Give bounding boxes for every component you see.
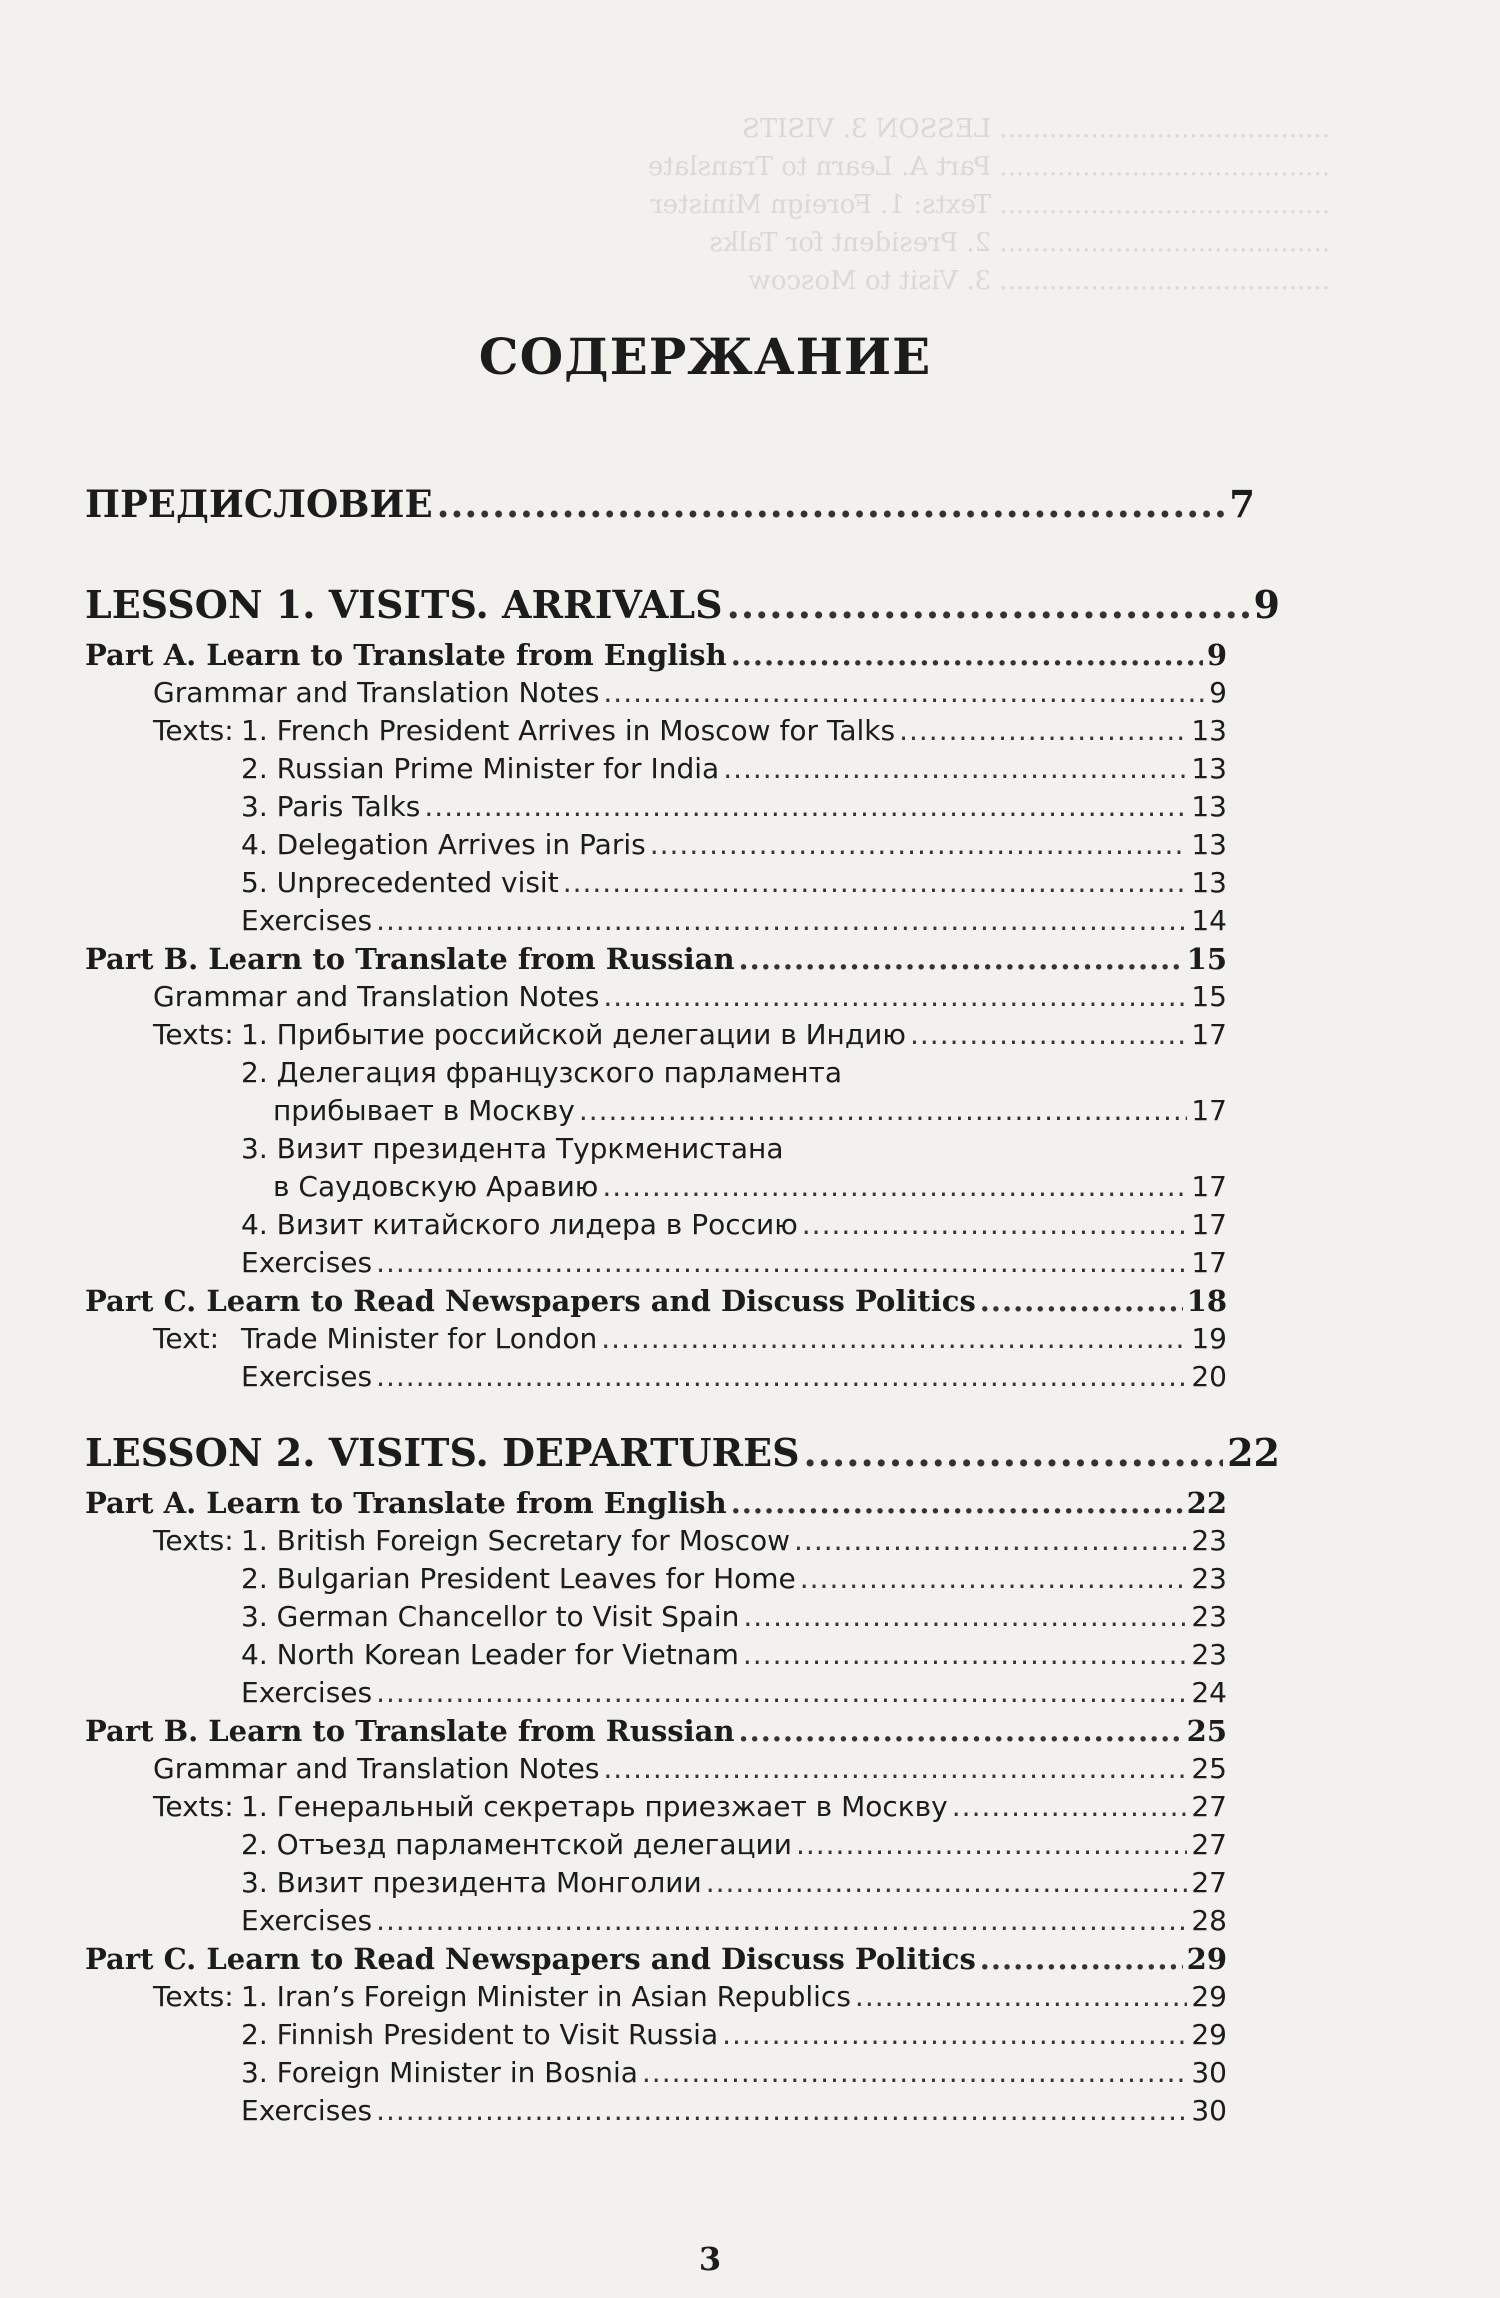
toc-leader-dots: [980, 1284, 1183, 1318]
toc-entry-text-item: [241, 1828, 1227, 1861]
toc-entry-text-item: [241, 866, 1227, 899]
toc-entry-page: 7: [1229, 482, 1255, 526]
toc-texts-prefix: Texts:: [153, 1980, 234, 2013]
toc-entry-page: 9: [1209, 676, 1227, 709]
toc-leader-dots: [910, 1018, 1187, 1051]
toc-entry-page: 27: [1191, 1828, 1227, 1861]
toc-entry-title: 1. Генеральный секретарь приезжает в Москву: [241, 1790, 948, 1823]
toc-entry-text-item: [153, 1980, 1227, 2013]
toc-entry-exercises: [241, 1676, 1227, 1709]
toc-entry-continuation: прибывает в Москву: [273, 1094, 575, 1127]
toc-leader-dots: [802, 1208, 1188, 1241]
toc-entry-continuation: в Саудовскую Аравию: [273, 1170, 599, 1203]
toc-leader-dots: [739, 1714, 1183, 1748]
toc-leader-dots: [796, 1828, 1187, 1861]
toc-entry-text: 4. North Korean Leader for Vietnam: [241, 1638, 739, 1671]
toc-leader-dots: [437, 482, 1226, 526]
toc-entry-text: Exercises: [241, 1246, 373, 1279]
toc-texts-prefix: Texts:: [153, 1018, 234, 1051]
toc-leader-dots: [855, 1980, 1187, 2013]
toc-entry-part: [85, 1284, 1227, 1318]
toc-entry-page: 20: [1191, 1360, 1227, 1393]
toc-entry-text: [153, 1322, 597, 1355]
toc-texts-prefix: Text:: [153, 1322, 220, 1355]
toc-entry-page: 17: [1191, 1018, 1227, 1051]
toc-entry-text: Exercises: [241, 2094, 373, 2127]
toc-entry-text-item: [273, 1170, 1227, 1203]
toc-entry-text: Part B. Learn to Translate from Russian: [85, 942, 735, 976]
toc-entry-page: 30: [1191, 2056, 1227, 2089]
toc-leader-dots: [794, 1524, 1187, 1557]
toc-entry-page: 15: [1191, 980, 1227, 1013]
toc-leader-dots: [722, 2018, 1187, 2051]
toc-entry-page: 28: [1191, 1904, 1227, 1937]
toc-leader-dots: [376, 1246, 1187, 1279]
toc-entry-page: 17: [1191, 1170, 1227, 1203]
toc-entry-text-item: [241, 1208, 1227, 1241]
toc-entry-text-item: [241, 1600, 1227, 1633]
toc-entry-exercises: [241, 1246, 1227, 1279]
toc-leader-dots: [376, 904, 1187, 937]
toc-leader-dots: [706, 1866, 1188, 1899]
toc-entry-text-item: [241, 2056, 1227, 2089]
toc-leader-dots: [563, 866, 1188, 899]
toc-leader-dots: [743, 1638, 1187, 1671]
toc-entry-text-item: [241, 752, 1227, 785]
toc-entry-text: 2. Russian Prime Minister for India: [241, 752, 720, 785]
toc-entry-page: 18: [1186, 1284, 1227, 1318]
toc-entry-text-item: [153, 1790, 1227, 1823]
bleed-through-text: ........................................ LESSON 3. VISITS ........................................ Part A. Learn to Translate ........................................ Texts: 1. Foreign Minister ........................................ 2. President for Talks ........................................ 3. Visit to Moscow: [647, 114, 1330, 296]
toc-entry-text-item: [241, 828, 1227, 861]
toc-leader-dots: [376, 1676, 1187, 1709]
toc-entry-text: 5. Unprecedented visit: [241, 866, 559, 899]
toc-entry-page: 29: [1191, 1980, 1227, 2013]
toc-entry-text: [153, 1018, 906, 1051]
page-title: СОДЕРЖАНИЕ: [478, 327, 932, 386]
toc-entry-exercises: [241, 1904, 1227, 1937]
toc-entry-page: 23: [1191, 1524, 1227, 1557]
toc-entry-page: 29: [1191, 2018, 1227, 2051]
toc-leader-dots: [650, 828, 1188, 861]
toc-entry-part: [85, 638, 1227, 672]
toc-entry-page: 14: [1191, 904, 1227, 937]
toc-entry-part: [85, 1942, 1227, 1976]
toc-entry-part: [85, 942, 1227, 976]
toc-entry-title: Trade Minister for London: [241, 1322, 598, 1355]
toc-entry-text-item: [241, 2018, 1227, 2051]
toc-leader-dots: [739, 942, 1183, 976]
toc-entry-text: Grammar and Translation Notes: [153, 1752, 600, 1785]
toc-leader-dots: [601, 1322, 1187, 1355]
toc-leader-dots: [804, 1430, 1224, 1475]
toc-entry-lesson: [85, 582, 1280, 627]
toc-entry-page: 22: [1186, 1486, 1227, 1520]
toc-texts-prefix: Texts:: [153, 1524, 234, 1557]
toc-entry-section: [153, 676, 1227, 709]
toc-entry-page: 23: [1191, 1600, 1227, 1633]
toc-entry-text: LESSON 2. VISITS. DEPARTURES: [85, 1430, 800, 1475]
toc-entry-text: 3. German Chancellor to Visit Spain: [241, 1600, 740, 1633]
toc-leader-dots: [899, 714, 1187, 747]
toc-entry-page: 9: [1253, 582, 1280, 627]
page-number: 3: [698, 2240, 722, 2278]
toc-entry-text: Part C. Learn to Read Newspapers and Discuss Politics: [85, 1942, 976, 1976]
toc-entry-text: 2. Bulgarian President Leaves for Home: [241, 1562, 796, 1595]
toc-entry-page: 13: [1191, 790, 1227, 823]
toc-entry-text: 3. Foreign Minister in Bosnia: [241, 2056, 638, 2089]
toc-leader-dots: [980, 1942, 1183, 1976]
toc-entry-text: 3. Визит президента Монголии: [241, 1866, 702, 1899]
toc-entry-page: 27: [1191, 1866, 1227, 1899]
toc-entry-page: 13: [1191, 714, 1227, 747]
toc-entry-page: 13: [1191, 828, 1227, 861]
toc-entry-part: [85, 1486, 1227, 1520]
toc-entry-text: Exercises: [241, 1904, 373, 1937]
toc-entry-title: 1. Iran’s Foreign Minister in Asian Republics: [241, 1980, 851, 2013]
toc-leader-dots: [602, 1170, 1187, 1203]
toc-leader-dots: [723, 752, 1187, 785]
toc-entry-page: 13: [1191, 752, 1227, 785]
toc-entry-text-item: [153, 1018, 1227, 1051]
toc-entry-page: 19: [1191, 1322, 1227, 1355]
toc-leader-dots: [579, 1094, 1188, 1127]
toc-entry-text: Exercises: [241, 1360, 373, 1393]
toc-entry-text: Part C. Learn to Read Newspapers and Discuss Politics: [85, 1284, 976, 1318]
toc-entry-page: 13: [1191, 866, 1227, 899]
toc-entry-title: 1. British Foreign Secretary for Moscow: [241, 1524, 791, 1557]
toc-entry-page: 17: [1191, 1094, 1227, 1127]
toc-entry-page: 29: [1186, 1942, 1227, 1976]
toc-leader-dots: [603, 676, 1205, 709]
toc-entry-text: 2. Отъезд парламентской делегации: [241, 1828, 792, 1861]
toc-leader-dots: [603, 1752, 1187, 1785]
toc-entry-text-item: [153, 714, 1227, 747]
toc-entry-text-item: [241, 1638, 1227, 1671]
toc-entry-title: 1. French President Arrives in Moscow for Talks: [241, 714, 896, 747]
toc-entry-page: 23: [1191, 1562, 1227, 1595]
toc-entry-text: Part B. Learn to Translate from Russian: [85, 1714, 735, 1748]
toc-entry-text: Part A. Learn to Translate from English: [85, 638, 727, 672]
toc-texts-prefix: Texts:: [153, 714, 234, 747]
toc-leader-dots: [376, 1360, 1187, 1393]
toc-entry-text: Grammar and Translation Notes: [153, 676, 600, 709]
toc-leader-dots: [731, 1486, 1183, 1520]
toc-entry-page: 25: [1186, 1714, 1227, 1748]
toc-entry-title: 1. Прибытие российской делегации в Индию: [241, 1018, 906, 1051]
toc-entry-text: ПРЕДИСЛОВИЕ: [85, 482, 433, 526]
toc-entry-exercises: [241, 904, 1227, 937]
toc-leader-dots: [376, 1904, 1187, 1937]
toc-entry-text: LESSON 1. VISITS. ARRIVALS: [85, 582, 723, 627]
toc-entry-page: 9: [1206, 638, 1227, 672]
toc-entry-text: Grammar and Translation Notes: [153, 980, 600, 1013]
toc-entry-text: Part A. Learn to Translate from English: [85, 1486, 727, 1520]
toc-entry-part: [85, 1714, 1227, 1748]
toc-entry-text: [153, 1524, 790, 1557]
toc-entry-text: [153, 1980, 851, 2013]
toc-entry-page: 17: [1191, 1208, 1227, 1241]
toc-entry-text-item: [241, 1562, 1227, 1595]
toc-entry-page: 30: [1191, 2094, 1227, 2127]
toc-entry-preface: [85, 482, 1255, 526]
toc-leader-dots: [800, 1562, 1188, 1595]
toc-entry-page: 24: [1191, 1676, 1227, 1709]
toc-entry-text-item: [241, 790, 1227, 823]
toc-entry-page: 22: [1227, 1430, 1280, 1475]
toc-entry-page: 27: [1191, 1790, 1227, 1823]
toc-entry-text: [153, 714, 895, 747]
toc-leader-dots: [743, 1600, 1187, 1633]
toc-texts-prefix: Texts:: [153, 1790, 234, 1823]
toc-entry-text: 3. Paris Talks: [241, 790, 421, 823]
toc-leader-dots: [376, 2094, 1187, 2127]
toc-entry-text-item: [273, 1094, 1227, 1127]
toc-leader-dots: [424, 790, 1187, 823]
toc-entry-exercises: [241, 2094, 1227, 2127]
toc-entry-section: [153, 980, 1227, 1013]
toc-entry-text: 2. Делегация французского парламента: [241, 1056, 843, 1089]
toc-leader-dots: [603, 980, 1187, 1013]
toc-entry-text-item: [153, 1322, 1227, 1355]
toc-entry-text: 3. Визит президента Туркменистана: [241, 1132, 784, 1165]
toc-entry-page: 25: [1191, 1752, 1227, 1785]
toc-entry-page: 23: [1191, 1638, 1227, 1671]
toc-leader-dots: [731, 638, 1203, 672]
toc-entry-text: 2. Finnish President to Visit Russia: [241, 2018, 719, 2051]
toc-entry-text: 4. Delegation Arrives in Paris: [241, 828, 646, 861]
toc-entry-text-item: [153, 1524, 1227, 1557]
toc-entry-page: 17: [1191, 1246, 1227, 1279]
toc-leader-dots: [727, 582, 1250, 627]
toc-entry-text: [153, 1790, 948, 1823]
toc-entry-page: 15: [1186, 942, 1227, 976]
toc-entry-text: 4. Визит китайского лидера в Россию: [241, 1208, 798, 1241]
toc-entry-text-item: [241, 1866, 1227, 1899]
toc-leader-dots: [952, 1790, 1188, 1823]
toc-entry-section: [153, 1752, 1227, 1785]
toc-entry-text: Exercises: [241, 1676, 373, 1709]
toc-leader-dots: [642, 2056, 1187, 2089]
toc-entry-text: Exercises: [241, 904, 373, 937]
toc-entry-lesson: [85, 1430, 1280, 1475]
toc-entry-exercises: [241, 1360, 1227, 1393]
